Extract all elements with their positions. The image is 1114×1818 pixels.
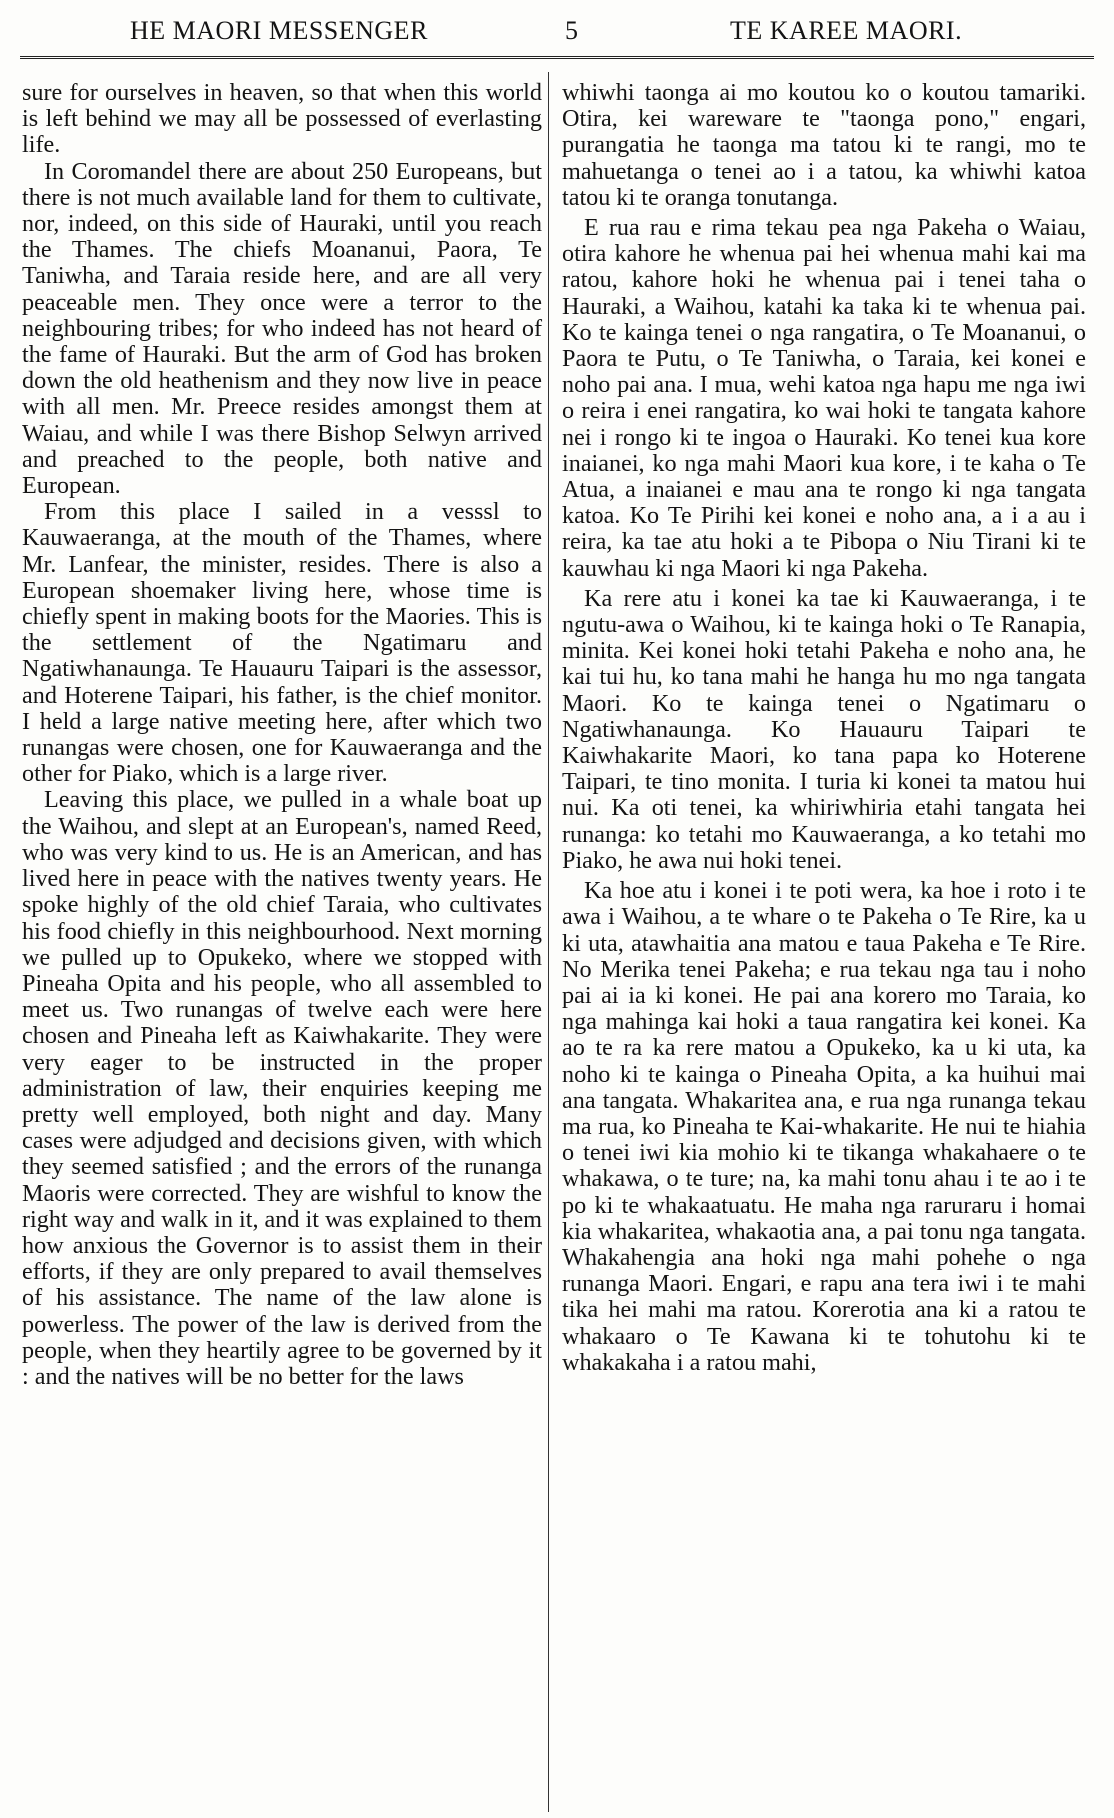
page-number: 5 — [565, 16, 579, 45]
column-divider — [548, 72, 549, 1812]
maori-paragraph: Ka hoe atu i konei i te poti wera, ka hoe i roto i te awa i Waihou, a te whare o te Pakeha o Te Rire, ka u ki uta, atawhaitia ana matou e taua Pakeha e Te Rire. No Merika tenei Pakeha; e rua tekau nga tau i noho pai ai ia ki konei. He pai ana korero mo Taraia, ko nga mahinga kai hoki a taua rangatira kei konei. Ka ao te ra ka rere matou a Opukeko, ka u ki uta, ka noho ki te kainga o Pineaha Opita, a ka huihui mai ana tangata. Whakaritea ana, e rua nga runanga tekau ma rua, ko Pineaha te Kai-whakarite. He nui te hiahia o tenei iwi kia mohio ki te tikanga whakahaere o te whakawa, o te ture; na, ka mahi tonu ahau i te ao i te po ki te whakaatuatu. He maha nga raruraru i homai kia whakaritea, whakaotia ana, a pai tonu nga tangata. Whakahengia ana hoki nga mahi pohehe o nga runanga Maori. Engari, e rapu ana tera iwi i te mahi tika hei mahi ma ratou. Korerotia ana ki a ratou te whakaaro o Te Kawana ki te tohutohu ki te whakakaha i a ratou mahi, — [562, 877, 1086, 1376]
maori-paragraph: E rua rau e rima tekau pea nga Pakeha o Waiau, otira kahore he whenua pai hei whenua mahi kai ma ratou, kahore hoki he whenua pai i tenei taha o Hauraki, a Waihou, katahi ka taka ki te whenua pai. Ko te kainga tenei o nga rangatira, o Te Moananui, o Paora te Putu, o Te Taniwha, o Taraia, kei konei e noho pai ana. I mua, wehi katoa nga hapu me nga iwi o reira i enei rangatira, ko wai hoki te tangata kahore nei i rongo ki te ingoa o Hauraki. Ko tenei kua kore inaianei, ko nga mahi Maori kua kore, i te kaha o Te Atua, a inaianei e mau ana te rongo ki nga tangata katoa. Ko Te Pirihi kei konei e noho ana, a i a au i reira, ka tae atu hoki a te Pibopa o Niu Tirani ki te kauwhau ki nga Maori ki nga Pakeha. — [562, 214, 1086, 582]
masthead-maori: TE KAREE MAORI. — [730, 16, 963, 45]
maori-paragraph: whiwhi taonga ai mo koutou ko o koutou tamariki. Otira, kei wareware te "taonga pono," engari, purangatia he taonga ma tatou ki te rangi, mo te mahuetanga o tenei ao i a tatou, ka whiwhi katoa tatou ki te oranga tonutanga. — [562, 79, 1086, 211]
english-paragraph: sure for ourselves in heaven, so that when this world is left behind we may all be possessed of everlasting life. — [22, 79, 542, 159]
page-header — [20, 10, 1094, 60]
english-column — [22, 80, 542, 1390]
english-paragraph: Leaving this place, we pulled in a whale boat up the Waihou, and slept at an European's, named Reed, who was very kind to us. He is an American, and has lived here in peace with the natives twenty years. He spoke highly of the old chief Taraia, who cultivates his food chiefly in this neighbourhood. Next morning we pulled up to Opukeko, where we stopped with Pineaha Opita and his people, who all assembled to meet us. Two runangas of twelve each were here chosen and Pineaha left as Kaiwhakarite. They were very eager to be instructed in the proper administration of law, their enquiries keeping me pretty well employed, both night and day. Many cases were adjudged and decisions given, with which they seemed satisfied ; and the errors of the runanga Maoris were corrected. They are wishful to know the right way and walk in it, and it was explained to them how anxious the Governor is to assist them in their efforts, if they are only prepared to avail themselves of his assistance. The name of the law alone is powerless. The power of the law is derived from the people, when they heartily agree to be governed by it : and the natives will be no better for the laws — [22, 786, 542, 1390]
maori-column — [562, 80, 1086, 1376]
english-paragraph: In Coromandel there are about 250 Europeans, but there is not much available land for them to cultivate, nor, indeed, on this side of Hauraki, until you reach the Thames. The chiefs Moananui, Paora, Te Taniwha, and Taraia reside here, and are all very peaceable men. They once were a terror to the neighbouring tribes; for who indeed has not heard of the fame of Hauraki. But the arm of God has broken down the old heathenism and they now live in peace with all men. Mr. Preece resides amongst them at Waiau, and while I was there Bishop Selwyn arrived and preached to the people, both native and European. — [22, 157, 542, 500]
maori-paragraph: Ka rere atu i konei ka tae ki Kauwaeranga, i te ngutu-awa o Waihou, ki te kainga hoki o Te Ranapia, minita. Kei konei hoki tetahi Pakeha e noho ana, he kai tui hu, ko tana mahi he hanga hu mo nga tangata Maori. Ko te kainga tenei o Ngatimaru o Ngatiwhanaunga. Ko Hauauru Taipari te Kaiwhakarite Maori, ko tana papa ko Hoterene Taipari, te tino monita. I turia ki konei ta matou hui nui. Ka oti tenei, ka whiriwhiria etahi tangata hei runanga: ko tetahi mo Kauwaeranga, a ko tetahi mo Piako, he awa nui hoki tenei. — [562, 584, 1086, 874]
english-paragraph: From this place I sailed in a vesssl to Kauwaeranga, at the mouth of the Thames, where Mr. Lanfear, the minister, resides. There is also a European shoemaker living here, whose time is chiefly spent in making boots for the Maories. This is the settlement of the Ngatimaru and Ngatiwhanaunga. Te Hauauru Taipari is the assessor, and Hoterene Taipari, his father, is the chief monitor. I held a large native meeting here, after which two runangas were chosen, one for Kauwaeranga and the other for Piako, which is a large river. — [22, 498, 542, 788]
masthead-english: HE MAORI MESSENGER — [130, 16, 428, 45]
header-rule — [20, 56, 1094, 59]
